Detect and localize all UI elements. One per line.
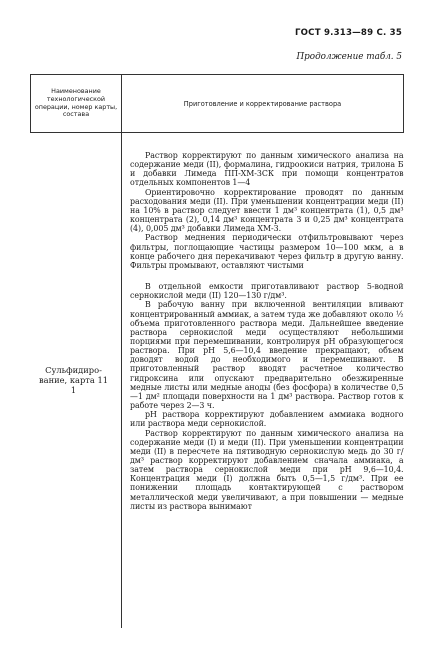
paragraph-correction-analysis: Раствор корректируют по данным химического анализа на содержание меди (II), формалина, гидроокиси натрия, трилона Б и добавки Лимеда ПП-ХМ-3СК при помощи концентратов отдельных компонентов 1—4: [130, 151, 404, 188]
row-label-line2: вание, карта 11: [38, 375, 109, 385]
row-label-line1: Сульфидиро-: [45, 365, 102, 375]
page-header-gost: ГОСТ 9.313—89 С. 35: [295, 28, 402, 38]
table-body-row: [31, 133, 404, 629]
preparation-column: [122, 133, 404, 629]
col-header-preparation: Приготовление и корректирование раствора: [122, 75, 404, 133]
operation-column: [31, 133, 122, 629]
paragraph-copper-correction: Раствор корректируют по данным химического анализа на содержание меди (I) и меди (II). При уменьшении концентрации меди (II) в пересчете на пятиводную сернокислую медь до 30 г/дм³ раствор корректируют добавлением сначала аммиака, а затем раствора сернокислой меди при pH 9,6—10,4. Концентрация меди (I) должна быть 0,5—1,5 г/дм³. При ее понижении площадь контактирующей с раствором металлической меди увеличивают, а при повышении — медные листы из раствора вынимают: [130, 428, 404, 511]
table-header-row: [31, 75, 404, 133]
paragraph-copper-sulfate-solution: В отдельной емкости приготавливают раствор 5-водной сернокислой меди (II) 120—130 г/дм³.: [130, 282, 404, 301]
paragraph-filtering: Раствор меднения периодически отфильтровывают через фильтры, поглощающие частицы размером 10—100 мкм, а в конце рабочего дня перекачивают через фильтр в другую ванну. Фильтры промывают, оставляют чистыми: [130, 233, 404, 270]
process-table: [30, 74, 404, 628]
row-label-line3: 1: [70, 385, 77, 395]
paragraph-ph-correction: pH раствора корректируют добавлением аммиака водного или раствора меди сернокислой.: [130, 410, 404, 429]
paragraph-correction-estimate: Ориентировочно корректирование проводят по данным расходования меди (II). При уменьшении концентрации меди (II) на 10% в раствор следует ввести 1 дм³ концентрата (1), 0,5 дм³ концентрата (2), 0,14 дм³ концентрата 3 и 0,25 дм³ концентрата (4), 0,005 дм³ добавки Лимеда ХМ-3.: [130, 187, 404, 234]
paragraph-working-bath: В рабочую ванну при включенной вентиляции вливают концентрированный аммиак, а затем туда же добавляют около ½ объема приготовленного раствора меди. Дальнейшее введение раствора сернокислой меди осуществляют небольшими порциями при перемешивании, контролируя pH образующегося раствора. При pH 5,6—10,4 введение прекращают, объем доводят водой до необходимого и перемешивают. В приготовленный раствор вводят расчетное количество гидроксина или опускают предварительно обезжиренные медные листы или медные аноды (без фосфора) в количестве 0,5—1 дм² площади поверхности на 1 дм³ раствора. Раствор готов к работе через 2—3 ч.: [130, 300, 404, 411]
col-header-operation: Наименование технологической операции, номер карты, состава: [31, 75, 122, 133]
row-label-sulfidation: [31, 365, 117, 395]
operation-column-fill: [31, 133, 122, 628]
table-continuation-label: Продолжение табл. 5: [296, 52, 402, 62]
